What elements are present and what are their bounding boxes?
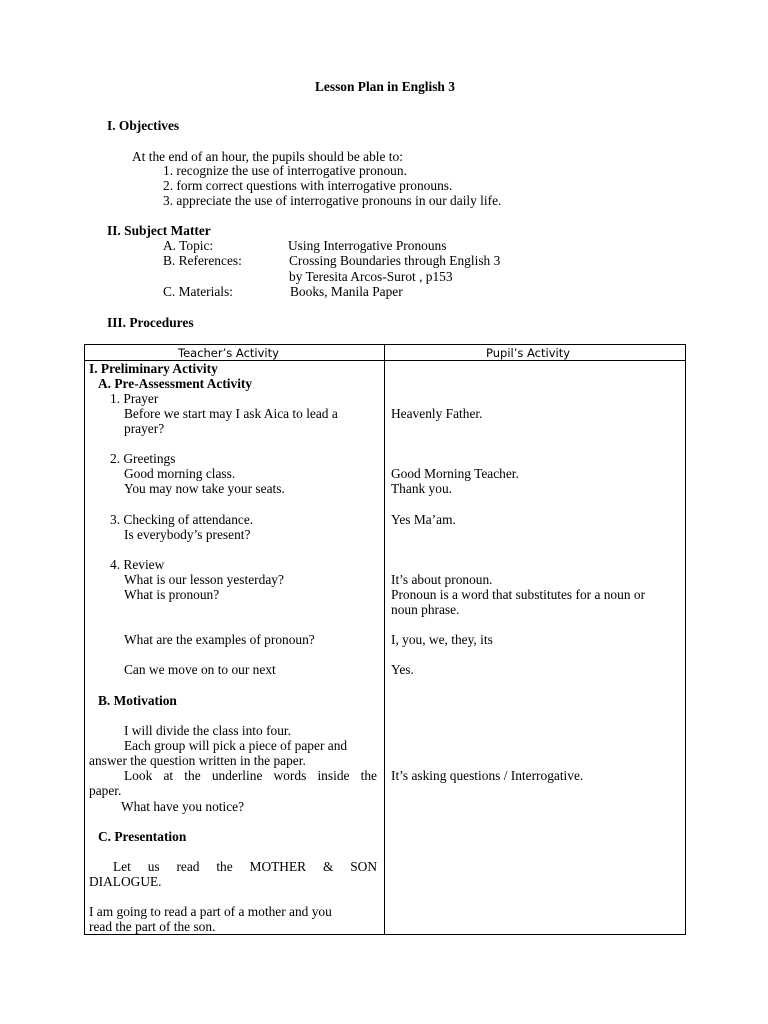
pupil-line: It’s asking questions / Interrogative. <box>391 768 584 783</box>
section-presentation: C. Presentation <box>98 829 187 844</box>
teacher-line: paper. <box>89 783 122 798</box>
teacher-line: answer the question written in the paper. <box>89 753 306 768</box>
pupil-line: Good Morning Teacher. <box>391 466 519 481</box>
objectives-intro: At the end of an hour, the pupils should be able to: <box>132 149 403 164</box>
references-label: B. References: <box>163 253 242 268</box>
page-title: Lesson Plan in English 3 <box>315 79 455 94</box>
teacher-line: I will divide the class into four. <box>124 723 291 738</box>
pupil-line: Yes Ma’am. <box>391 512 456 527</box>
teacher-line: 3. Checking of attendance. <box>110 512 254 527</box>
column-header-pupil: Pupil’s Activity <box>486 346 571 360</box>
teacher-line: Let us read the MOTHER & SON <box>113 859 377 874</box>
pupil-line: Pronoun is a word that substitutes for a noun or <box>391 587 646 602</box>
topic-value: Using Interrogative Pronouns <box>288 238 447 253</box>
table-border-top <box>84 344 686 345</box>
objectives-heading: I. Objectives <box>107 118 180 133</box>
teacher-line: Each group will pick a piece of paper and <box>124 738 348 753</box>
references-value: by Teresita Arcos-Surot , p153 <box>289 269 453 284</box>
column-header-teacher: Teacher’s Activity <box>178 346 279 360</box>
subject-matter-heading: II. Subject Matter <box>107 223 211 238</box>
teacher-line: What are the examples of pronoun? <box>124 632 315 647</box>
materials-value: Books, Manila Paper <box>290 284 403 299</box>
teacher-line: 2. Greetings <box>110 451 176 466</box>
section-pre-assessment: A. Pre-Assessment Activity <box>98 376 253 391</box>
table-column-divider <box>384 344 385 935</box>
procedures-heading: III. Procedures <box>107 315 194 330</box>
teacher-line: Before we start may I ask Aica to lead a <box>124 406 338 421</box>
teacher-line: Is everybody’s present? <box>124 527 251 542</box>
materials-label: C. Materials: <box>163 284 233 299</box>
section-motivation: B. Motivation <box>98 693 177 708</box>
pupil-line: Thank you. <box>391 481 452 496</box>
teacher-line: read the part of the son. <box>89 919 216 934</box>
teacher-line: You may now take your seats. <box>124 481 285 496</box>
teacher-line: 4. Review <box>110 557 165 572</box>
objective-item: 2. form correct questions with interrogative pronouns. <box>163 178 453 193</box>
section-preliminary-activity: I. Preliminary Activity <box>89 361 218 376</box>
teacher-line: Can we move on to our next <box>124 662 276 677</box>
teacher-line: prayer? <box>124 421 165 436</box>
teacher-line: DIALOGUE. <box>89 874 162 889</box>
teacher-line: Good morning class. <box>124 466 236 481</box>
teacher-line: What is pronoun? <box>124 587 220 602</box>
table-border-left <box>84 344 85 935</box>
topic-label: A. Topic: <box>163 238 214 253</box>
pupil-line: noun phrase. <box>391 602 460 617</box>
references-value: Crossing Boundaries through English 3 <box>289 253 501 268</box>
pupil-line: It’s about pronoun. <box>391 572 493 587</box>
pupil-line: Heavenly Father. <box>391 406 483 421</box>
objective-item: 3. appreciate the use of interrogative pronouns in our daily life. <box>163 193 502 208</box>
teacher-line: What have you notice? <box>121 799 245 814</box>
teacher-line: I am going to read a part of a mother and you <box>89 904 332 919</box>
table-border-right <box>685 344 686 935</box>
teacher-line: What is our lesson yesterday? <box>124 572 284 587</box>
pupil-line: I, you, we, they, its <box>391 632 493 647</box>
teacher-line: 1. Prayer <box>110 391 159 406</box>
table-border-bottom <box>84 934 686 935</box>
teacher-line: Look at the underline words inside the <box>124 768 377 783</box>
objective-item: 1. recognize the use of interrogative pronoun. <box>163 163 407 178</box>
pupil-line: Yes. <box>391 662 414 677</box>
